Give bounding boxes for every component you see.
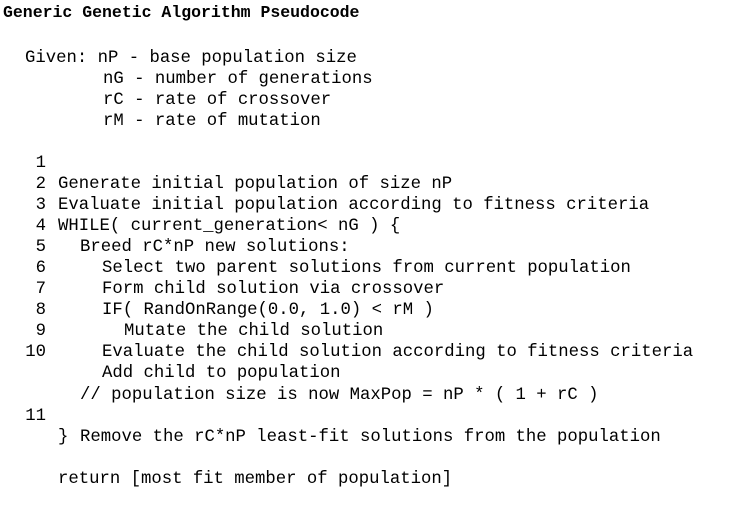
line-number: 6 <box>35 259 46 278</box>
line-number: 2 <box>35 175 46 194</box>
line-number: 9 <box>35 322 46 341</box>
line-number: 3 <box>35 196 46 215</box>
document-title: Generic Genetic Algorithm Pseudocode <box>3 3 360 22</box>
line-text: Mutate the child solution <box>124 322 384 341</box>
given-line: rM - rate of mutation <box>103 112 321 131</box>
line-text: Form child solution via crossover <box>102 280 445 299</box>
line-number: 5 <box>35 238 46 257</box>
return-line: return [most fit member of population] <box>58 470 453 489</box>
closing-brace: } <box>58 428 69 447</box>
line-text: Evaluate initial population according to fitness criteria <box>58 196 650 215</box>
line-text: IF( RandOnRange(0.0, 1.0) < rM ) <box>102 301 434 320</box>
line-number: 1 <box>35 154 46 173</box>
comment-line: // population size is now MaxPop = nP * ( 1 + rC ) <box>80 386 599 405</box>
given-line: Given: nP - base population size <box>25 49 357 68</box>
line-number: 10 <box>25 343 46 362</box>
line-text: WHILE( current_generation< nG ) { <box>58 217 401 236</box>
line-number: 7 <box>35 280 46 299</box>
line-text: Remove the rC*nP least-fit solutions from the population <box>80 428 661 447</box>
line-text: Select two parent solutions from current population <box>102 259 631 278</box>
line-text: Generate initial population of size nP <box>58 175 453 194</box>
line-text: Add child to population <box>102 364 341 383</box>
line-number: 4 <box>35 217 46 236</box>
line-number: 11 <box>25 407 46 426</box>
line-text: Breed rC*nP new solutions: <box>80 238 350 257</box>
given-line: rC - rate of crossover <box>103 91 332 110</box>
given-line: nG - number of generations <box>103 70 373 89</box>
line-text: Evaluate the child solution according to fitness criteria <box>102 343 694 362</box>
code-line <box>0 132 453 194</box>
line-number: 8 <box>35 301 46 320</box>
